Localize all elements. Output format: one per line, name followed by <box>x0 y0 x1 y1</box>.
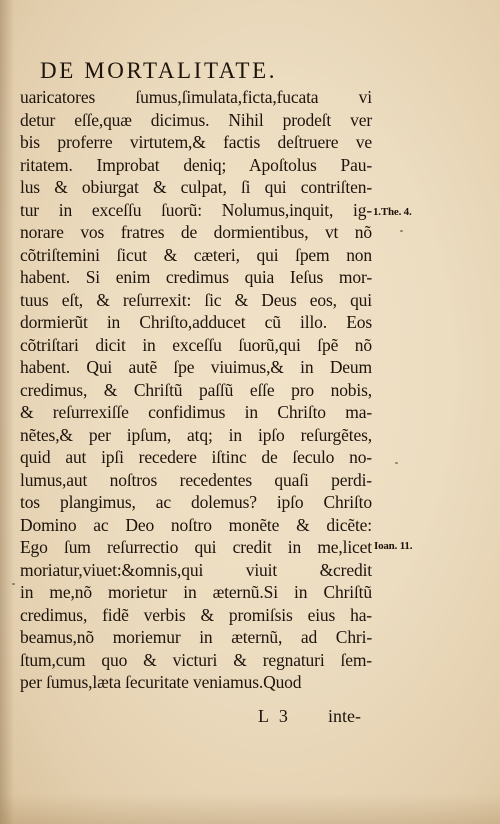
text-line: uaricatores ſumus,ſimulata,ficta,fucata vi <box>20 87 372 107</box>
page-gutter-shadow <box>0 0 14 824</box>
text-line: Ego ſum reſurrectio qui credit in me,licet <box>20 537 372 557</box>
text-line: dormierũt in Chriſto,adducet cũ illo. Eos <box>20 312 372 332</box>
text-line: cõtriſtemini ſicut & cæteri, qui ſpem non <box>20 244 372 265</box>
text-line: cõtriſtari dicit in exceſſu ſuorũ,qui ſpẽ nõ <box>20 334 372 355</box>
text-line: tuus eſt, & reſurrexit: ſic & Deus eos, qui <box>20 289 372 310</box>
signature-mark: L 3 <box>258 706 291 726</box>
text-line: lus & obiurgat & culpat, ſi qui contriſten- <box>20 177 372 197</box>
text-line: norare vos fratres de dormientibus, vt nõ <box>20 222 372 242</box>
text-line: per ſumus,læta ſecuritate veniamus.Quod <box>20 672 302 692</box>
text-line: in me,nõ morietur in æternũ.Si in Chriſtũ <box>20 582 372 602</box>
marginal-note: Ioan. 11. <box>374 540 413 552</box>
text-line: credimus, fidẽ verbis & promiſsis eius ha- <box>20 604 372 625</box>
text-line: beamus,nõ moriemur in æternũ, ad Chri- <box>20 627 372 647</box>
text-line: credimus, & Chriſtũ paſſũ eſſe pro nobis, <box>20 379 372 400</box>
text-line: habent. Qui autẽ ſpe viuimus,& in Deum <box>20 357 372 377</box>
text-line: quid aut ipſi recedere iſtinc de ſeculo no- <box>20 447 372 467</box>
text-line: ſtum,cum quo & victuri & regnaturi ſem- <box>20 649 372 670</box>
paper-speck <box>395 462 398 464</box>
main-text-block <box>20 86 372 694</box>
catchword: inte- <box>328 706 361 726</box>
text-line: nẽtes,& per ipſum, atq; in ipſo reſurgẽtes, <box>20 424 372 445</box>
marginal-note: 1.The. 4. <box>373 206 412 218</box>
text-line: detur eſſe,quæ dicimus. Nihil prodeſt ver <box>20 109 372 130</box>
running-head: DE MORTALITATE. <box>40 58 278 83</box>
text-line: bis proferre virtutem,& factis deſtruere ve <box>20 132 372 152</box>
paper-speck <box>12 583 15 585</box>
text-line: habent. Si enim credimus quia Ieſus mor- <box>20 267 372 287</box>
text-line: tos plangimus, ac dolemus? ipſo Chriſto <box>20 492 372 512</box>
paper-speck <box>400 230 403 232</box>
text-line: Domino ac Deo noſtro monẽte & dicẽte: <box>20 514 372 535</box>
text-line: tur in exceſſu ſuorũ: Nolumus,inquit, ig- <box>20 199 372 220</box>
text-line: ritatem. Improbat deniq; Apoſtolus Pau- <box>20 154 372 175</box>
text-line: & reſurrexiſſe confidimus in Chriſto ma- <box>20 402 372 422</box>
text-line: lumus,aut noſtros recedentes quaſi perdi- <box>20 469 372 490</box>
page-edge-shading <box>0 794 500 824</box>
text-line: moriatur,viuet:&omnis,qui viuit &credit <box>20 559 372 580</box>
